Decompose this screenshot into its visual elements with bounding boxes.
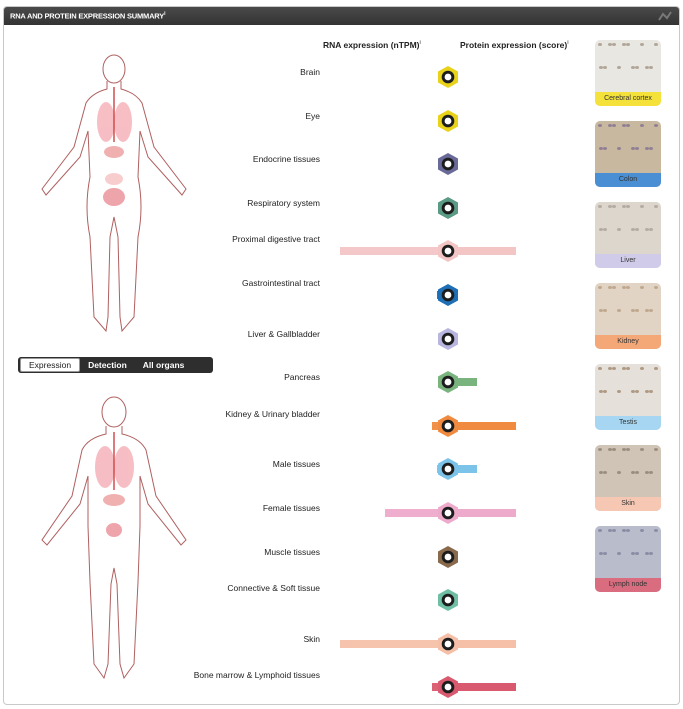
tissue-thumbnail[interactable] [595, 445, 661, 511]
thumbnail-caption: Liver [595, 254, 661, 268]
thumbnail-caption: Testis [595, 416, 661, 430]
tissue-row[interactable] [4, 277, 604, 313]
tissue-row[interactable] [4, 408, 604, 444]
collapse-icon[interactable] [657, 10, 673, 22]
all-organs-tab[interactable]: All organs [142, 360, 185, 370]
tissue-thumbnail[interactable] [595, 121, 661, 187]
tissue-label: Muscle tissues [264, 546, 320, 557]
kidney-icon[interactable] [437, 414, 459, 438]
tissue-label: Endocrine tissues [252, 154, 320, 165]
mouth-icon[interactable] [437, 239, 459, 263]
lymph-icon[interactable] [437, 675, 459, 699]
detection-tab[interactable]: Detection [88, 360, 127, 370]
thumbnail-caption: Colon [595, 173, 661, 187]
tissue-row[interactable] [4, 669, 604, 705]
tissue-row[interactable] [4, 364, 604, 400]
tissue-label: Eye [305, 110, 320, 121]
connective-icon[interactable] [437, 588, 459, 612]
tissue-row[interactable] [4, 626, 604, 662]
tissue-thumbnail[interactable] [595, 40, 661, 106]
tissue-label: Bone marrow & Lymphoid tissues [193, 670, 320, 681]
lungs-icon[interactable] [437, 196, 459, 220]
tissue-label: Respiratory system [247, 197, 320, 208]
expression-summary-panel [3, 6, 680, 705]
pancreas-icon[interactable] [437, 370, 459, 394]
eye-icon[interactable] [437, 109, 459, 133]
tissue-row[interactable] [4, 233, 604, 269]
tissue-thumbnail[interactable] [595, 283, 661, 349]
protein-column-header: Protein expression (score)$^i$ [460, 40, 569, 50]
panel-title: RNA AND PROTEIN EXPRESSION SUMMARY$^i$ [10, 11, 166, 21]
tissue-row[interactable] [4, 146, 604, 182]
tissue-label: Pancreas [284, 372, 320, 383]
skin-icon[interactable] [437, 632, 459, 656]
thumbnail-caption: Kidney [595, 335, 661, 349]
tissue-row[interactable] [4, 451, 604, 487]
tissue-row[interactable] [4, 539, 604, 575]
tissue-row[interactable] [4, 103, 604, 139]
tissue-row[interactable] [4, 495, 604, 531]
rna-column-header: RNA expression (nTPM)$^i$ [323, 40, 421, 50]
tissue-label: Gastrointestinal tract [242, 278, 320, 288]
thumbnail-caption: Cerebral cortex [595, 92, 661, 106]
liver-icon[interactable] [437, 327, 459, 351]
male-icon[interactable] [437, 457, 459, 481]
expression-tab[interactable]: Expression [20, 358, 80, 372]
rna-bar[interactable] [340, 247, 448, 255]
tissue-row[interactable] [4, 321, 604, 357]
tissue-row[interactable] [4, 582, 604, 618]
brain-icon[interactable] [437, 65, 459, 89]
tissue-label: Brain [300, 67, 320, 77]
rna-bar[interactable] [340, 640, 448, 648]
tissue-row[interactable] [4, 59, 604, 95]
female-icon[interactable] [437, 501, 459, 525]
tissue-label: Connective & Soft tissue [227, 583, 320, 594]
tissue-row[interactable] [4, 190, 604, 226]
thumbnail-caption: Lymph node [595, 578, 661, 592]
tissue-label: Skin [303, 633, 320, 644]
tissue-thumbnail[interactable] [595, 526, 661, 592]
muscle-icon[interactable] [437, 545, 459, 569]
tissue-label: Female tissues [262, 503, 320, 513]
tissue-label: Male tissues [272, 459, 320, 470]
tissue-label: Kidney & Urinary bladder [225, 408, 320, 419]
tissue-label: Liver & Gallbladder [247, 328, 320, 339]
thumbnail-caption: Skin [595, 497, 661, 511]
thyroid-icon[interactable] [437, 152, 459, 176]
tissue-thumbnail[interactable] [595, 364, 661, 430]
tissue-thumbnail[interactable] [595, 202, 661, 268]
tissue-label: Proximal digestive tract [232, 234, 320, 245]
panel-header [4, 7, 679, 25]
stomach-icon[interactable] [437, 283, 459, 307]
